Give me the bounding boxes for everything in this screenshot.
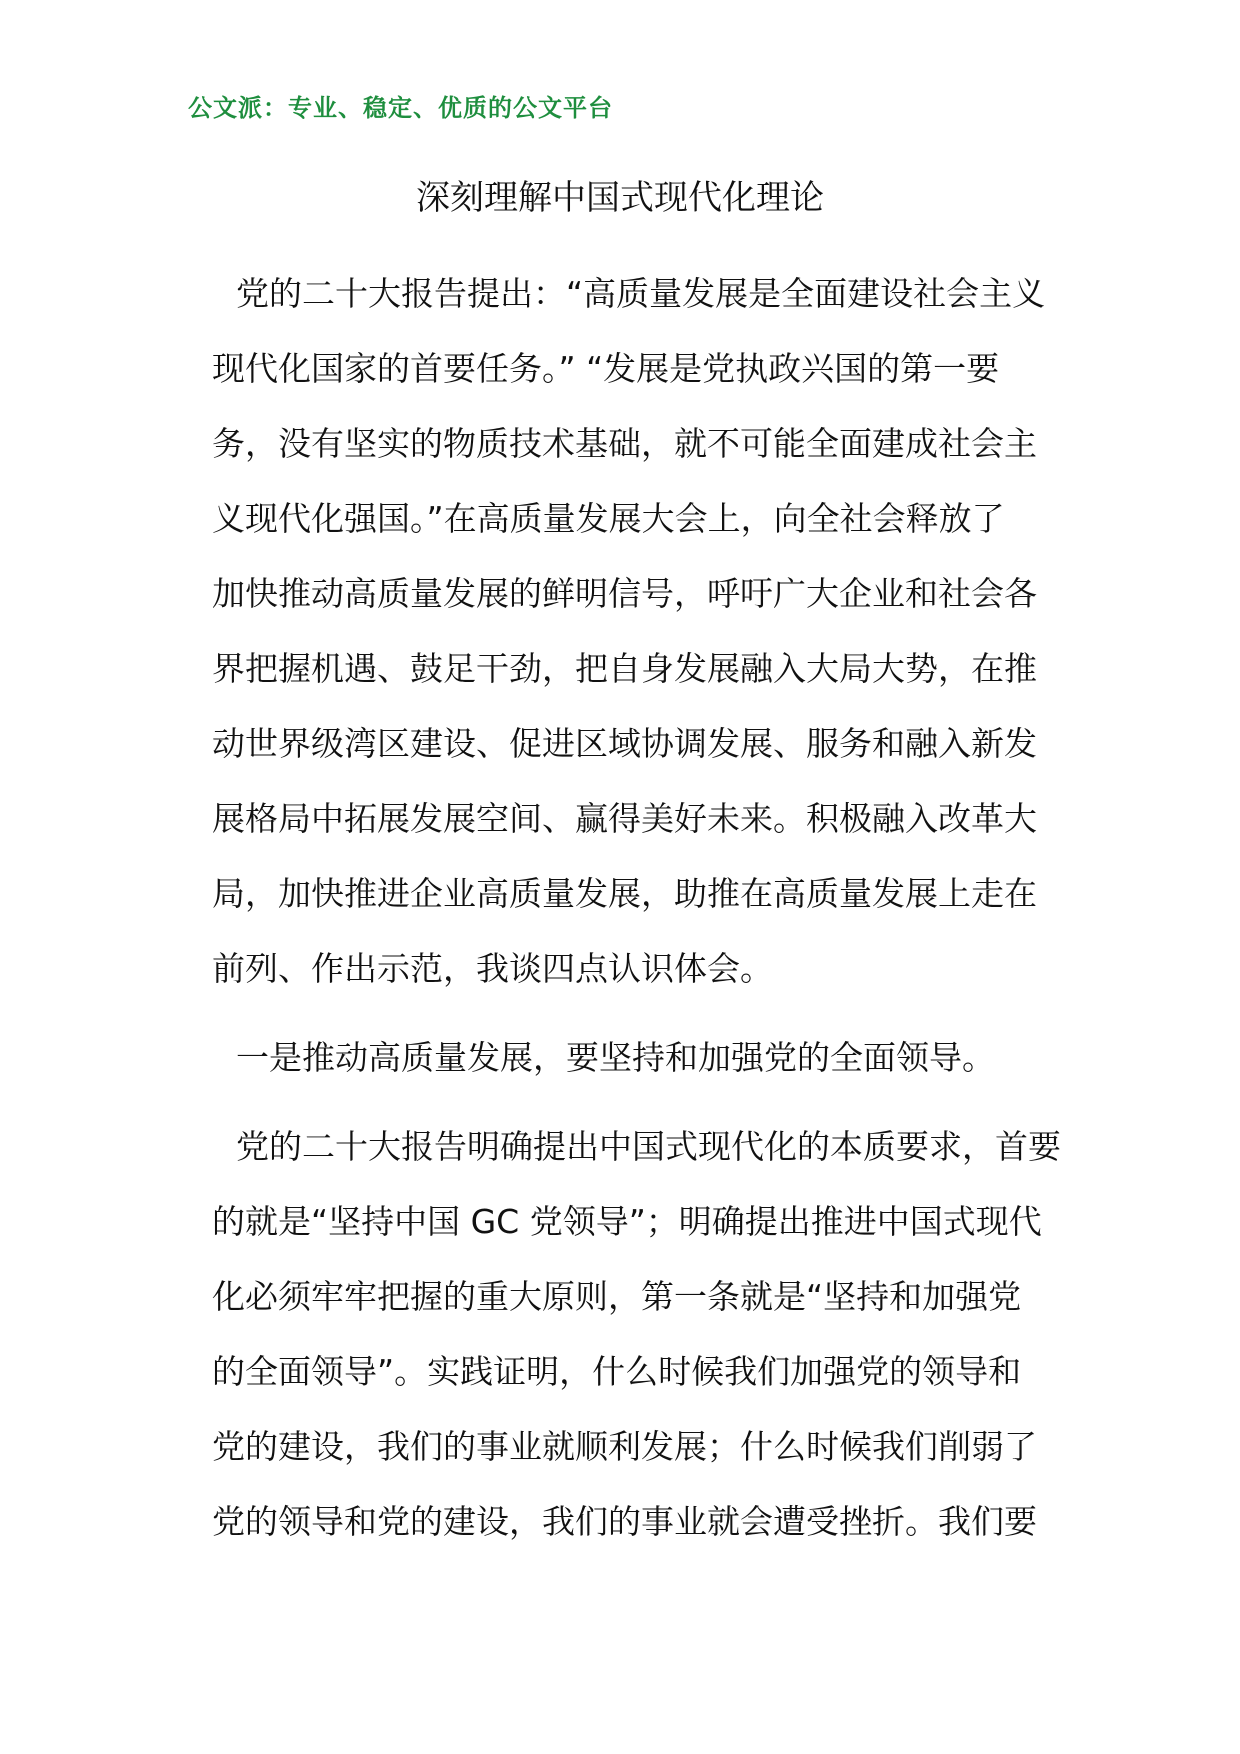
paragraph-2 <box>188 1020 1052 1095</box>
text-line: 现代化国家的首要任务。” “发展是党执政兴国的第一要 <box>212 349 1000 388</box>
text-line: 动世界级湾区建设、促进区域协调发展、服务和融入新发 <box>212 724 1037 763</box>
text-line: 党的二十大报告提出：“高质量发展是全面建设社会主义 <box>236 274 1046 313</box>
text-line: 党的建设，我们的事业就顺利发展；什么时候我们削弱了 <box>212 1427 1037 1466</box>
paragraph-1 <box>188 256 1052 1006</box>
header-brand: 公文派：专业、稳定、优质的公文平台 <box>188 94 613 122</box>
document-body <box>188 256 1061 1559</box>
text-line: 展格局中拓展发展空间、赢得美好未来。积极融入改革大 <box>212 799 1037 838</box>
text-line: 党的领导和党的建设，我们的事业就会遭受挫折。我们要 <box>212 1502 1037 1541</box>
text-line: 前列、作出示范，我谈四点认识体会。 <box>212 949 773 988</box>
paragraph-3 <box>188 1109 1061 1559</box>
section-heading: 一是推动高质量发展，要坚持和加强党的全面领导。 <box>236 1038 995 1077</box>
paragraph-spacer <box>188 1006 1052 1020</box>
text-line: 的全面领导”。实践证明，什么时候我们加强党的领导和 <box>212 1352 1022 1391</box>
text-line: 义现代化强国。”在高质量发展大会上，向全社会释放了 <box>212 499 1005 538</box>
text-line: 务，没有坚实的物质技术基础，就不可能全面建成社会主 <box>212 424 1037 463</box>
document-title: 深刻理解中国式现代化理论 <box>416 178 824 218</box>
text-line: 化必须牢牢把握的重大原则，第一条就是“坚持和加强党 <box>212 1277 1022 1316</box>
text-line: 党的二十大报告明确提出中国式现代化的本质要求，首要 <box>236 1127 1061 1166</box>
text-line: 加快推动高质量发展的鲜明信号，呼吁广大企业和社会各 <box>212 574 1037 613</box>
text-line: 局，加快推进企业高质量发展，助推在高质量发展上走在 <box>212 874 1037 913</box>
text-line: 的就是“坚持中国 GC 党领导”；明确提出推进中国式现代 <box>212 1202 1042 1241</box>
paragraph-spacer <box>188 1095 1052 1109</box>
text-line: 界把握机遇、鼓足干劲，把自身发展融入大局大势，在推 <box>212 649 1037 688</box>
